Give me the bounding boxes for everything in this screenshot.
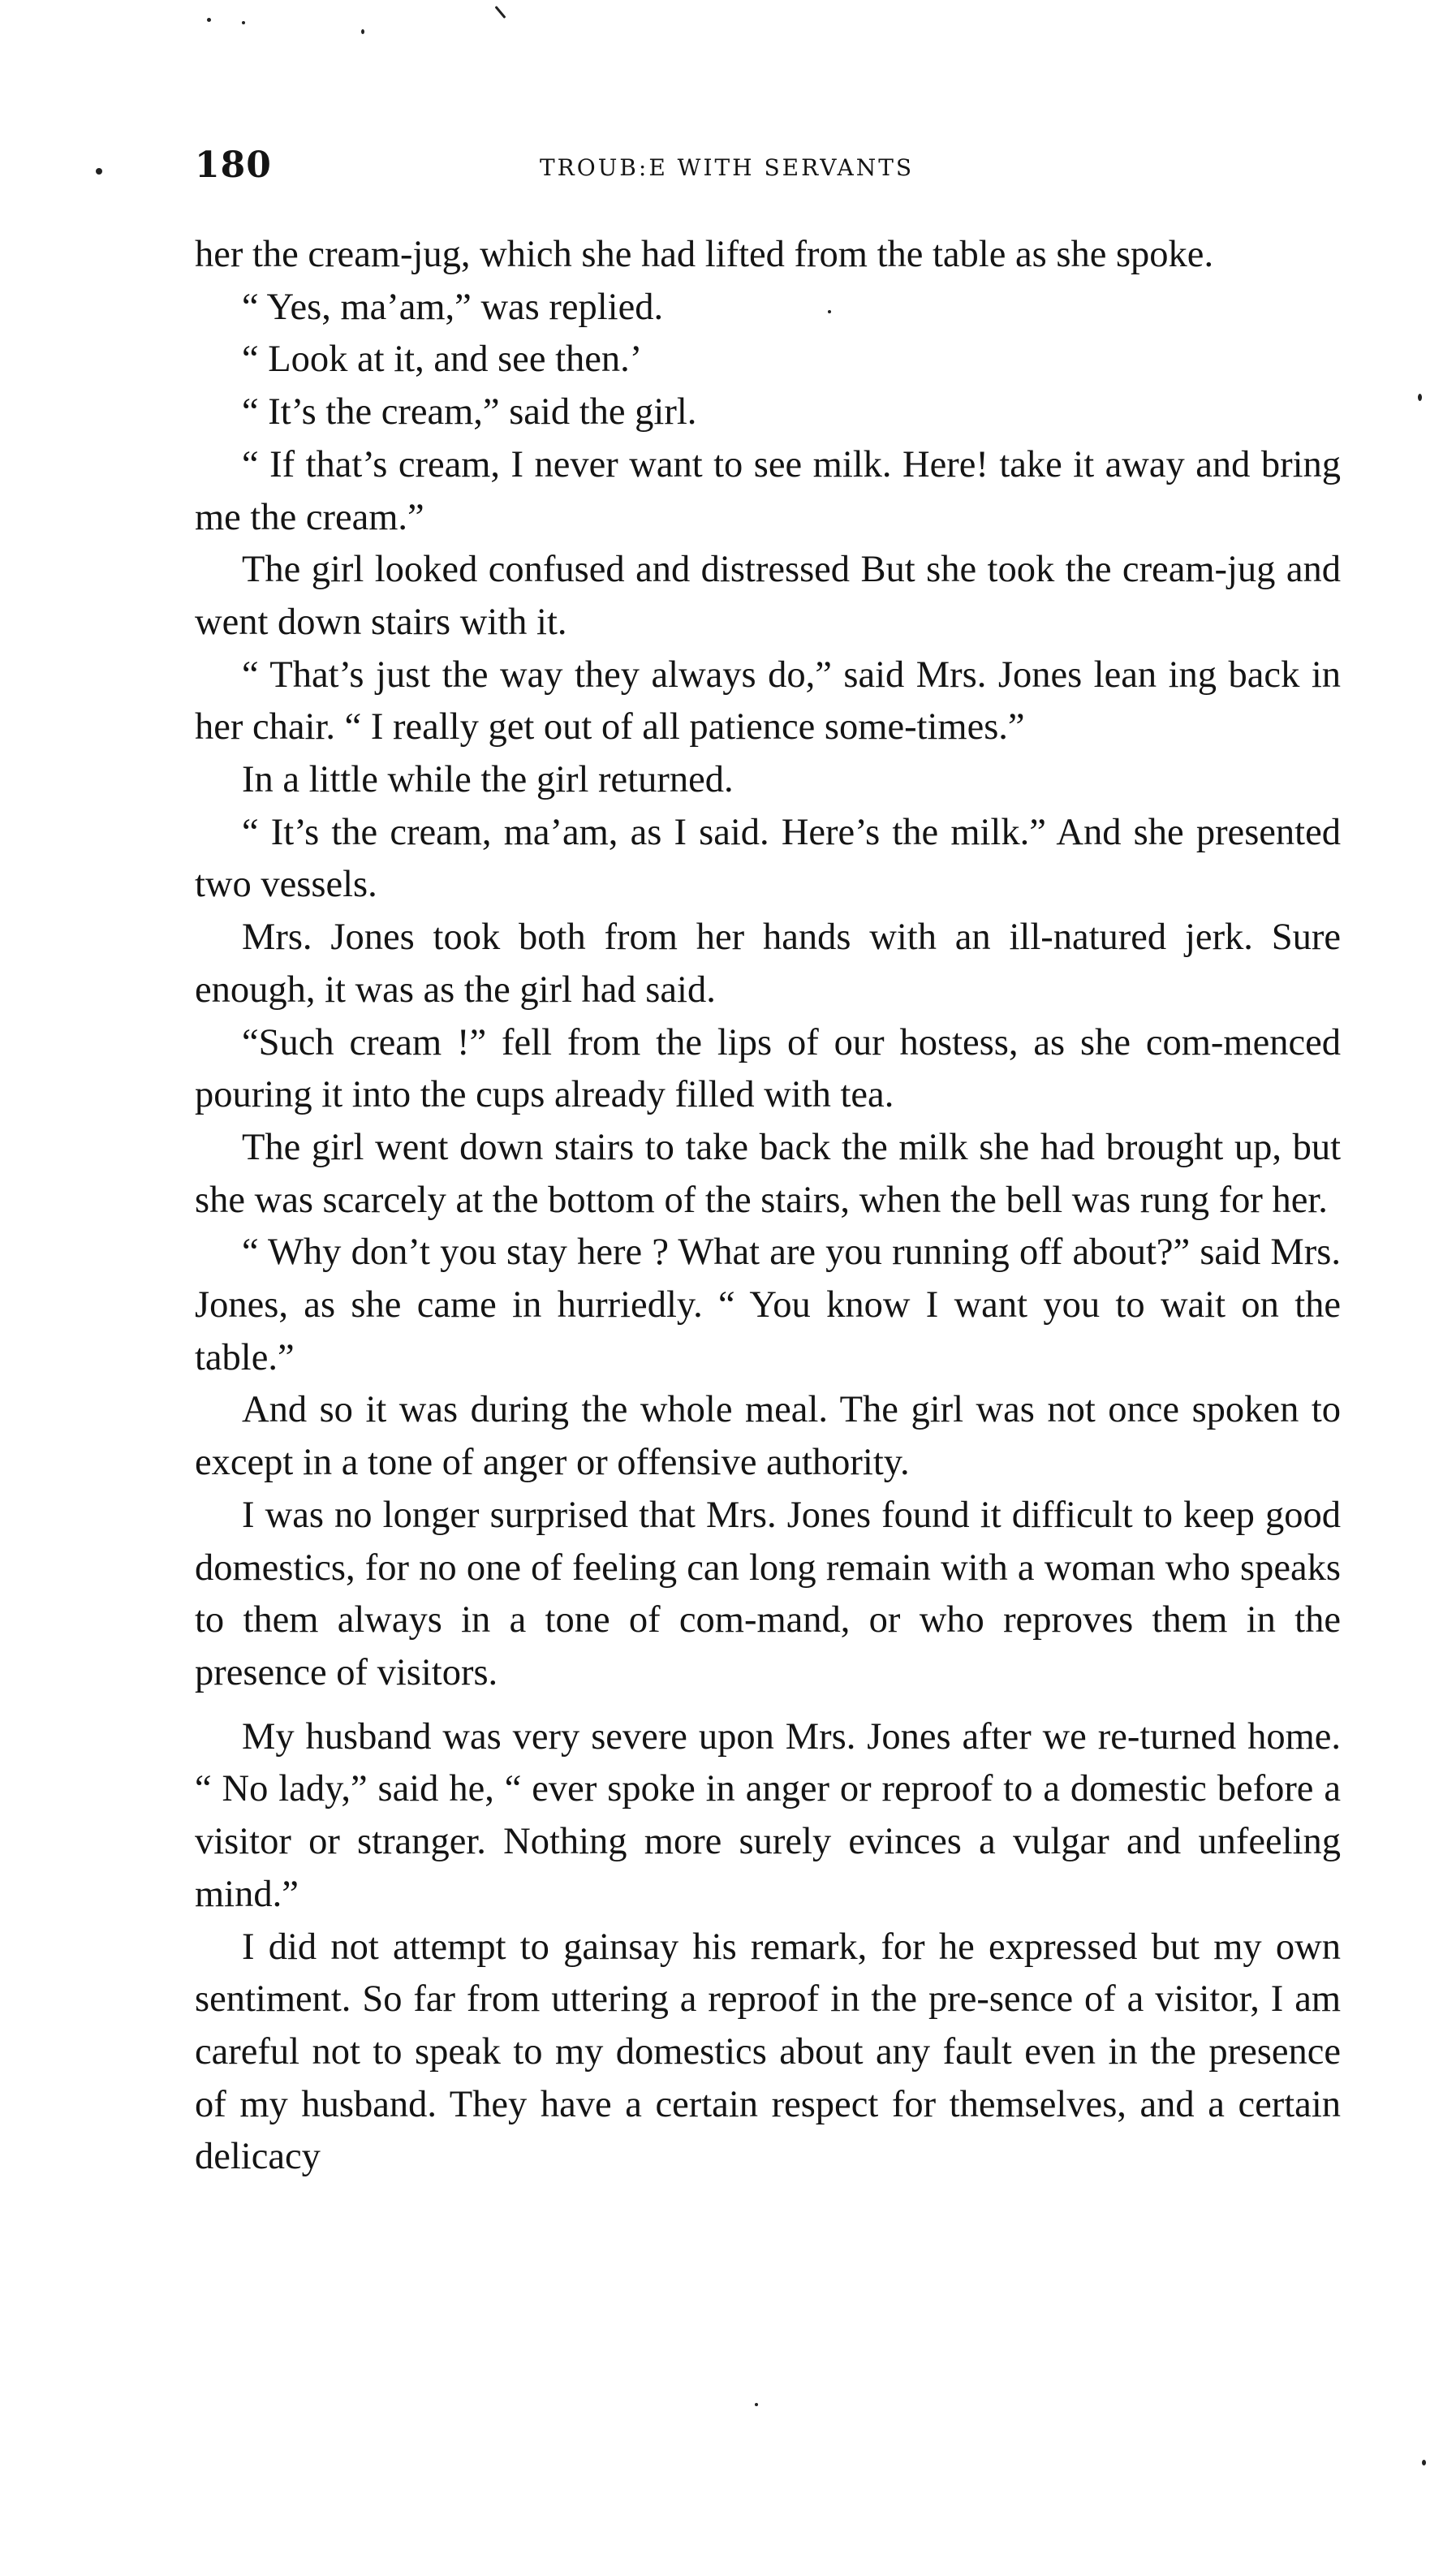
paragraph: My husband was very severe upon Mrs. Jones after we re-turned home. “ No lady,” said he, “ ever spoke in anger or reproof to a domestic before a visitor or stranger. Nothing more surely evinces a vulgar and unfeeling mind.” bbox=[195, 1715, 1341, 1915]
paragraph: And so it was during the whole meal. The girl was not once spoken to except in a tone of anger or offensive authority. bbox=[195, 1389, 1341, 1484]
scan-speck bbox=[207, 18, 211, 22]
paragraph: “ It’s the cream, ma’am, as I said. Here’s the milk.” And she presented two vessels. bbox=[195, 811, 1341, 906]
scan-speck bbox=[495, 6, 506, 19]
body-text bbox=[195, 229, 1341, 2184]
paragraph: “ Look at it, and see then.’ bbox=[242, 339, 643, 381]
paragraph: “ Yes, ma’am,” was replied. bbox=[242, 286, 664, 328]
paragraph: The girl looked confused and distressed But she took the cream-jug and went down stairs with it. bbox=[195, 549, 1341, 643]
paragraph: “Such cream !” fell from the lips of our hostess, as she com-menced pouring it into the cups already filled with tea. bbox=[195, 1021, 1341, 1116]
paragraph: “ It’s the cream,” said the girl. bbox=[242, 391, 697, 434]
running-head: TROUB:E WITH SERVANTS bbox=[540, 154, 915, 181]
paragraph: “ Why don’t you stay here ? What are you running off about?” said Mrs. Jones, as she came in hurriedly. “ You know I want you to wait on the table.” bbox=[195, 1232, 1341, 1378]
scan-speck bbox=[755, 2403, 758, 2406]
page-number: 180 bbox=[195, 145, 272, 186]
paragraph: I did not attempt to gainsay his remark, for he expressed but my own sentiment. So far from uttering a reproof in the pre-sence of a visitor, I am careful not to speak to my domestics about any fault even in the presence of my husband. They have a certain respect for themselves, and a certain delicacy bbox=[195, 1926, 1341, 2178]
paragraph: her the cream-jug, which she had lifted from the table as she spoke. bbox=[195, 234, 1214, 275]
paragraph: In a little while the girl returned. bbox=[242, 759, 734, 801]
scan-speck bbox=[361, 29, 364, 34]
scan-speck bbox=[1422, 2460, 1426, 2465]
scan-speck bbox=[242, 21, 245, 24]
paragraph: “ That’s just the way they always do,” said Mrs. Jones lean ing back in her chair. “ I really get out of all patience some-times.” bbox=[195, 654, 1341, 748]
scan-speck bbox=[96, 168, 102, 175]
paragraph: “ If that’s cream, I never want to see milk. Here! take it away and bring me the cream.” bbox=[195, 443, 1341, 538]
paragraph: The girl went down stairs to take back the milk she had brought up, but she was scarcely at the bottom of the stairs, when the bell was rung for her. bbox=[195, 1126, 1341, 1221]
scan-speck bbox=[1418, 394, 1422, 401]
paragraph: Mrs. Jones took both from her hands with an ill-natured jerk. Sure enough, it was as the girl had said. bbox=[195, 917, 1341, 1011]
paragraph: I was no longer surprised that Mrs. Jones found it difficult to keep good domestics, for no one of feeling can long remain with a woman who speaks to them always in a tone of com-mand, or who reproves them in the presence of visitors. bbox=[195, 1494, 1341, 1693]
page-header bbox=[195, 145, 1331, 193]
